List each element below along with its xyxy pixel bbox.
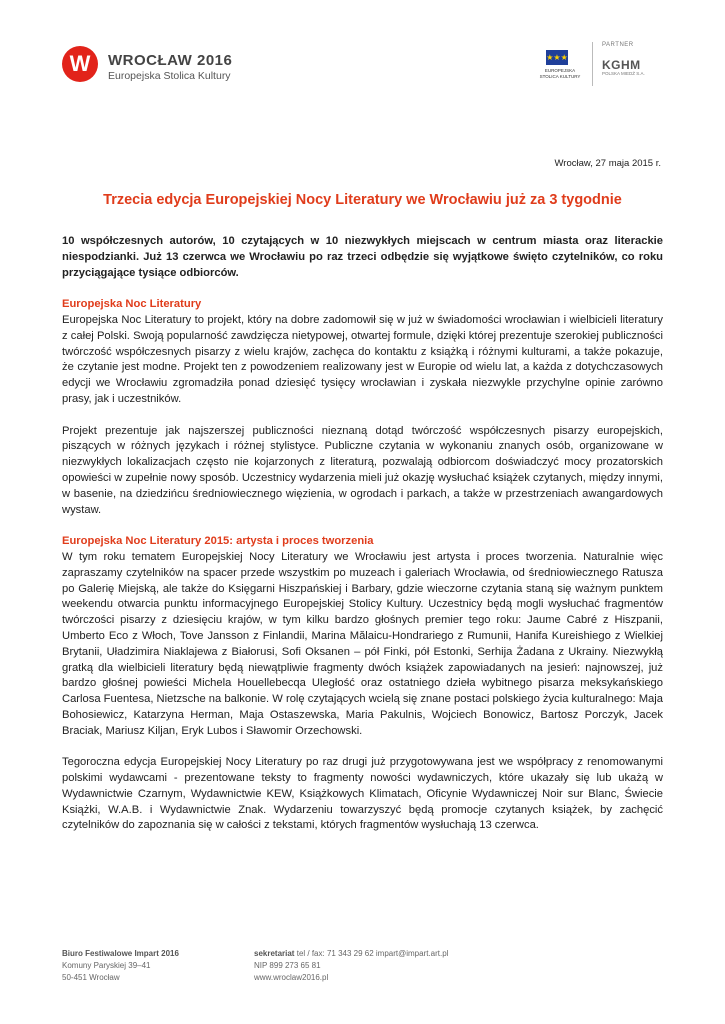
page-header: [56, 38, 676, 98]
header-divider: [592, 42, 593, 86]
section-title: Europejska Noc Literatury 2015: artysta i proces tworzenia: [62, 535, 374, 548]
document-title: Trzecia edycja Europejskiej Nocy Literatury we Wrocławiu już za 3 tygodnie: [103, 192, 622, 208]
body-paragraph: W tym roku tematem Europejskiej Nocy Literatury we Wrocławiu jest artysta i proces tworzenia. Naturalnie więc zapraszamy czytelników na spacer przede wszystkim po muzeach i galeriach Wrocławia, od średniowiecznego Ratusza po Galerię Miejską, ale także do Księgarni Hiszpańskiej i Barbary, gdzie wieczorne czytania staną się ważnym punktem weekendu otwarcia punktu informacyjnego Europejskiej Stolicy Kultury. Uczestnicy będą mogli wysłuchać fragmentów twórczości pisarzy z dziesięciu krajów, w tym kilku bardzo głośnych premier tego roku: Jaume Cabré z Hiszpanii, Umberto Eco z Włoch, Tove Jansson z Finlandii, Marina Mălaicu-Hondrariego z Rumunii, Hanifa Kureishiego z Wielkiej Brytanii, Uładzimira Niaklajewa z Białorusi, Sofi Oksanen – pół Finki, pół Estonki, Serhija Żadana z Ukrainy. Niezwykłą gratką dla wielbicieli literatury będą niewątpliwie fragmenty dwóch książek zapowiadanych na jesień: najnowszej, już bardzo głośnej powieści Michela Houellebecqa Uległość oraz ostatniego dzieła wybitnego pisarza meksykańskiego Carlosa Fuentesa, Nietzsche na balkonie. W rolę czytających wcielą się znane postaci polskiego życia kulturalnego: Maja Bohosiewicz, Katarzyna Herman, Maja Ostaszewska, Maria Pakulnis, Wojciech Bonowicz, Bartosz Porczyk, Jacek Braciak, Mariusz Kiljan, Eryk Lubos i Sławomir Orzechowski.: [62, 550, 663, 737]
footer-nip: NIP 899 273 65 81: [254, 961, 321, 970]
body-paragraph: Projekt prezentuje jak najszerszej publiczności nieznaną dotąd twórczość współczesnych pisarzy europejskich, piszących w różnych językach i różnej stylistyce. Publiczne czytania w wykonaniu znanych osób, organizowane w niezwykłych lokalizacjach często nie kojarzonych z literaturą, pozwalają odbiorcom doświadczyć mocy prozatorskich opowieści w zupełnie nowy sposób. Uczestnicy wydarzenia mieli już okazję wysłuchać książek czytanych, między innymi, w basenie, na dziedzińcu średniowiecznego więzienia, w ogrodach i parkach, a także w przestrzeniach awangardowych wystaw.: [62, 424, 663, 516]
footer-contact: [254, 948, 554, 984]
partner-logo: KGHM: [602, 58, 641, 72]
document-date: Wrocław, 27 maja 2015 r.: [554, 158, 661, 169]
footer-org-name: Biuro Festiwalowe Impart 2016: [62, 949, 179, 958]
eu-flag-icon: ★★★: [546, 50, 568, 65]
eu-label: EUROPEJSKA STOLICA KULTURY: [539, 68, 581, 79]
lead-paragraph: 10 współczesnych autorów, 10 czytających w 10 niezwykłych miejscach w centrum miasta oraz literackie niespodzianki. Już 13 czerwca we Wrocławiu po raz trzeci odbędzie się wyjątkowe święto czytelników, co roku przyciągające tysiące odbiorców.: [62, 235, 663, 279]
logo-title: WROCŁAW 2016: [108, 52, 233, 69]
wroclaw-logo-icon: W: [62, 46, 98, 82]
partner-label: PARTNER: [602, 42, 634, 48]
footer-phone[interactable]: tel / fax: 71 343 29 62 impart@impart.art.pl: [296, 949, 449, 958]
logo-subtitle: Europejska Stolica Kultury: [108, 70, 231, 82]
partner-subtitle: POLSKA MIEDŹ S.A.: [602, 71, 645, 76]
footer-city: 50-451 Wrocław: [62, 973, 120, 982]
document-body: [62, 234, 663, 834]
section-title: Europejska Noc Literatury: [62, 298, 202, 311]
footer-contact-label: sekretariat: [254, 949, 295, 958]
footer-street: Komuny Paryskiej 39–41: [62, 961, 151, 970]
body-paragraph: Tegoroczna edycja Europejskiej Nocy Literatury po raz drugi już przygotowywana jest we współpracy z renomowanymi polskimi wydawcami - prezentowane teksty to fragmenty nowości wydawniczych, które ukazały się lub ukażą w Wydawnictwie Czarnym, Wydawnictwie KEW, Książkowych Klimatach, Oficynie Wydawniczej Noir sur Blanc, Świecie Książki, W.A.B. i Wydawnictwie Znak. Wydarzeniu towarzyszyć będą promocje czytanych książek, by zachęcić czytelników do zapoznania się w całości z tekstami, których fragmentów wysłuchają 13 czerwca.: [62, 756, 663, 832]
footer-website[interactable]: www.wroclaw2016.pl: [254, 973, 329, 982]
body-paragraph: Europejska Noc Literatury to projekt, który na dobre zadomowił się w już w świadomości wrocławian i wielbicieli literatury z całej Polski. Swoją popularność zawdzięcza nietypowej, otwartej formule, dzięki której prezentuje szerokiej publiczności twórczość współczesnych pisarzy z wielu krajów, zachęca do kontaktu z książką i różnymi kulturami, a także pokazuje, że czytanie jest modne. Projekt ten z powodzeniem realizowany jest w Europie od wielu lat, a każda z dotychczasowych edycji we Wrocławiu zgromadziła ponad dziesięć tysięcy wrocławian i zyskała niezwykle przychylne opinie zarówno prasy, jak i uczestników.: [62, 313, 663, 405]
footer-address: [62, 948, 242, 984]
